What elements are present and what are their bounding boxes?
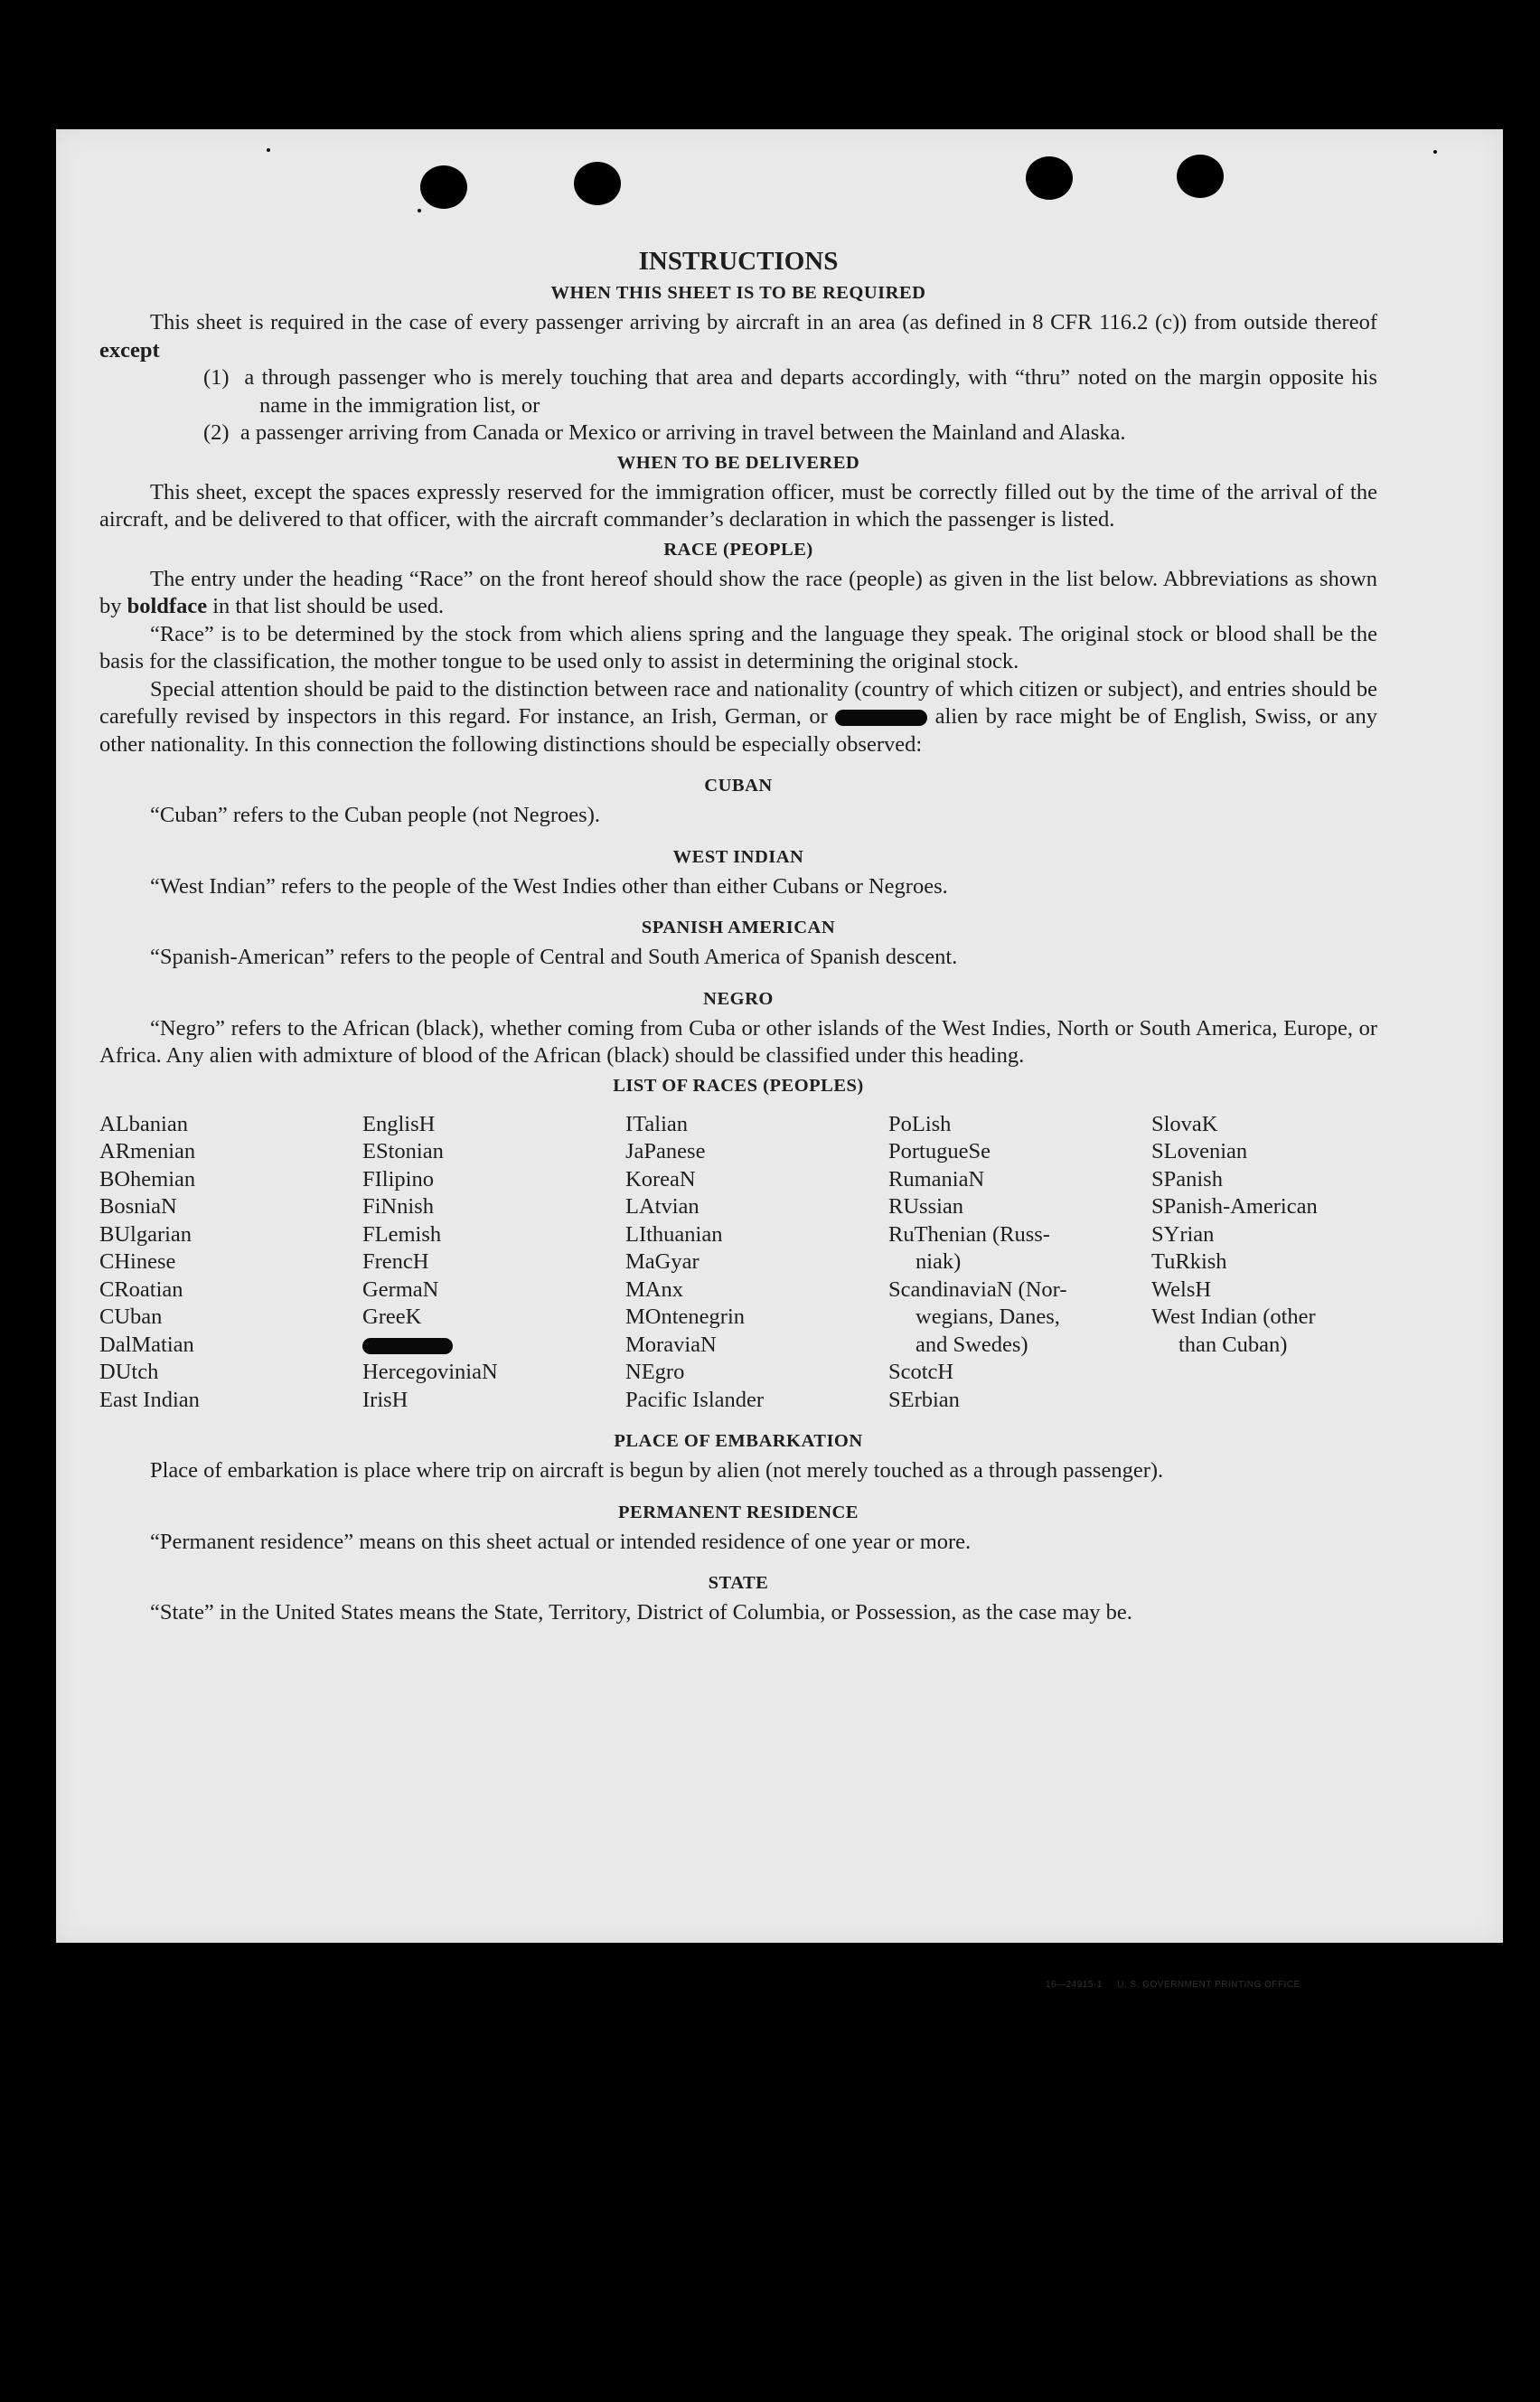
race-item: PoLish (888, 1111, 952, 1136)
race-item: MaGyar (625, 1249, 700, 1274)
spanish-american-text: “Spanish-American” refers to the people of Central and South America of Spanish descent. (150, 945, 958, 969)
instruction-sheet (56, 129, 1503, 1990)
race-item: CHinese (99, 1249, 176, 1274)
race-list (99, 1111, 1377, 1415)
race-item: RUssian (888, 1194, 964, 1219)
race-item: East Indian (99, 1387, 200, 1412)
redaction-mark (835, 710, 927, 726)
race-column-1 (99, 1111, 362, 1415)
race-item: EStonian (362, 1139, 444, 1163)
race-item: FLemish (362, 1221, 442, 1247)
race-item: SlovaK (1151, 1111, 1218, 1136)
race-item: GreeK (362, 1305, 422, 1329)
race-item: MAnx (625, 1276, 683, 1302)
negro-text: “Negro” refers to the African (black), whether coming from Cuba or other islands of the West Indies, North or South America, Europe, or Africa. Any alien with admixture of blood of the African (black) should be classified under this heading. (99, 1015, 1377, 1068)
punch-hole (1026, 156, 1073, 200)
race-item: FIlipino (362, 1166, 434, 1192)
race-item: niak) (916, 1249, 962, 1274)
race-item: EnglisH (362, 1111, 436, 1136)
instructions-body (99, 245, 1377, 1627)
race-item: WelsH (1151, 1276, 1212, 1302)
section-heading-residence: PERMANENT RESIDENCE (618, 1502, 859, 1522)
race-item: ScandinaviaN (Nor- (888, 1276, 1067, 1302)
boldface-word: boldface (127, 594, 208, 618)
race-item: ALbanian (99, 1111, 188, 1136)
exception-item-2: (2) a passenger arriving from Canada or Mexico or arriving in travel between the Mainland and Alaska. (203, 420, 1126, 445)
race-item: JaPanese (625, 1139, 706, 1163)
race-item: ITalian (625, 1111, 689, 1136)
race-item: RumaniaN (888, 1166, 985, 1192)
section-heading-negro: NEGRO (703, 988, 774, 1009)
section-heading-embarkation: PLACE OF EMBARKATION (614, 1431, 863, 1451)
race-paragraph-3: Special attention should be paid to the distinction between race and nationality (country of which citizen or subject), and entries should be carefully revised by inspectors in this regard. For instance, an Irish, German, or alien by race might be of English, Swiss, or any other nationality. In this connection the following distinctions should be especially observed: (99, 676, 1378, 757)
printer-imprint (1046, 1980, 1301, 1990)
race-item: FrencH (362, 1249, 429, 1274)
cuban-text: “Cuban” refers to the Cuban people (not Negroes). (150, 803, 600, 827)
race-item: SErbian (888, 1387, 960, 1412)
section-heading-state: STATE (708, 1573, 769, 1593)
race-item: SYrian (1151, 1221, 1215, 1247)
delivered-text: This sheet, except the spaces expressly reserved for the immigration officer, must be correctly filled out by the time of the arrival of the aircraft, and be delivered to that officer, with the aircraft commander’s declaration in which the passenger is listed. (99, 479, 1377, 532)
race-item: FiNnish (362, 1194, 434, 1219)
punch-hole (420, 165, 467, 209)
punch-hole (574, 162, 621, 205)
section-heading-list: LIST OF RACES (PEOPLES) (613, 1075, 864, 1096)
race-item: BUlgarian (99, 1221, 192, 1247)
race-item: than Cuban) (1178, 1332, 1288, 1357)
section-heading-spanish-american: SPANISH AMERICAN (641, 918, 836, 937)
race-column-4 (888, 1111, 1151, 1415)
race-item: RuThenian (Russ- (888, 1221, 1050, 1247)
embarkation-text: Place of embarkation is place where trip on aircraft is begun by alien (not merely touched as a through passenger). (150, 1458, 1164, 1483)
punch-hole (1177, 155, 1224, 198)
residence-text: “Permanent residence” means on this sheet actual or intended residence of one year or more. (150, 1529, 972, 1554)
page-title: INSTRUCTIONS (638, 247, 839, 276)
section-heading-required: WHEN THIS SHEET IS TO BE REQUIRED (550, 283, 926, 303)
race-item: SPanish-American (1151, 1194, 1318, 1219)
race-item: IrisH (362, 1387, 408, 1412)
race-item: SLovenian (1151, 1139, 1248, 1163)
state-text: “State” in the United States means the State, Territory, District of Columbia, or Possession, as the case may be. (150, 1600, 1132, 1625)
required-intro: This sheet is required in the case of every passenger arriving by aircraft in an area (as defined in 8 CFR 116.2 (c)) from outside thereof except (99, 310, 1377, 363)
race-item: ScotcH (888, 1360, 954, 1384)
race-item: HercegoviniaN (362, 1360, 498, 1384)
redaction-mark (362, 1338, 453, 1354)
race-item: MoraviaN (625, 1332, 717, 1357)
race-item: and Swedes) (916, 1332, 1028, 1357)
form-number: 16—24915-1 (1046, 1980, 1103, 1990)
section-heading-west-indian: WEST INDIAN (672, 846, 804, 867)
race-item: CRoatian (99, 1276, 183, 1302)
race-item: LIthuanian (625, 1221, 723, 1247)
race-paragraph-2: “Race” is to be determined by the stock from which aliens spring and the language they speak. The original stock or blood shall be the basis for the classification, the mother tongue to be used only to assist in determining the original stock. (99, 621, 1377, 674)
race-item: BosniaN (99, 1194, 177, 1219)
race-item: DUtch (99, 1360, 159, 1384)
race-item: Pacific Islander (625, 1387, 765, 1412)
race-item: KoreaN (625, 1166, 696, 1192)
printer-name: U. S. GOVERNMENT PRINTING OFFICE (1117, 1980, 1301, 1990)
race-column-2 (362, 1111, 625, 1415)
race-item: ARmenian (99, 1139, 196, 1163)
race-item: NEgro (625, 1360, 685, 1384)
race-column-3 (625, 1111, 888, 1415)
race-item: wegians, Danes, (916, 1305, 1060, 1329)
race-column-5 (1151, 1111, 1377, 1415)
west-indian-text: “West Indian” refers to the people of the West Indies other than either Cubans or Negroes. (150, 873, 948, 899)
except-word: except (99, 337, 160, 363)
speck (267, 148, 270, 152)
race-item: PortugueSe (888, 1139, 991, 1163)
speck (1433, 150, 1437, 154)
race-item: MOntenegrin (625, 1305, 745, 1329)
race-item (362, 1332, 625, 1360)
race-item: GermaN (362, 1276, 439, 1302)
section-heading-delivered: WHEN TO BE DELIVERED (616, 452, 860, 473)
speck (418, 209, 421, 212)
race-item: SPanish (1151, 1166, 1223, 1192)
race-item: CUban (99, 1305, 163, 1329)
race-item: West Indian (other (1151, 1305, 1316, 1329)
race-item: LAtvian (625, 1194, 700, 1219)
section-heading-race: RACE (PEOPLE) (663, 539, 813, 560)
race-item: BOhemian (99, 1166, 196, 1192)
section-heading-cuban: CUBAN (704, 776, 773, 796)
exception-item-1: (1) a through passenger who is merely touching that area and departs accordingly, with “thru” noted on the margin opposite his name in the immigration list, or (203, 365, 1378, 418)
race-paragraph-1: The entry under the heading “Race” on the front hereof should show the race (people) as given in the list below. Abbreviations as shown by boldface in that list should be used. (99, 566, 1377, 618)
race-item: DalMatian (99, 1332, 194, 1357)
race-item: TuRkish (1151, 1249, 1227, 1274)
